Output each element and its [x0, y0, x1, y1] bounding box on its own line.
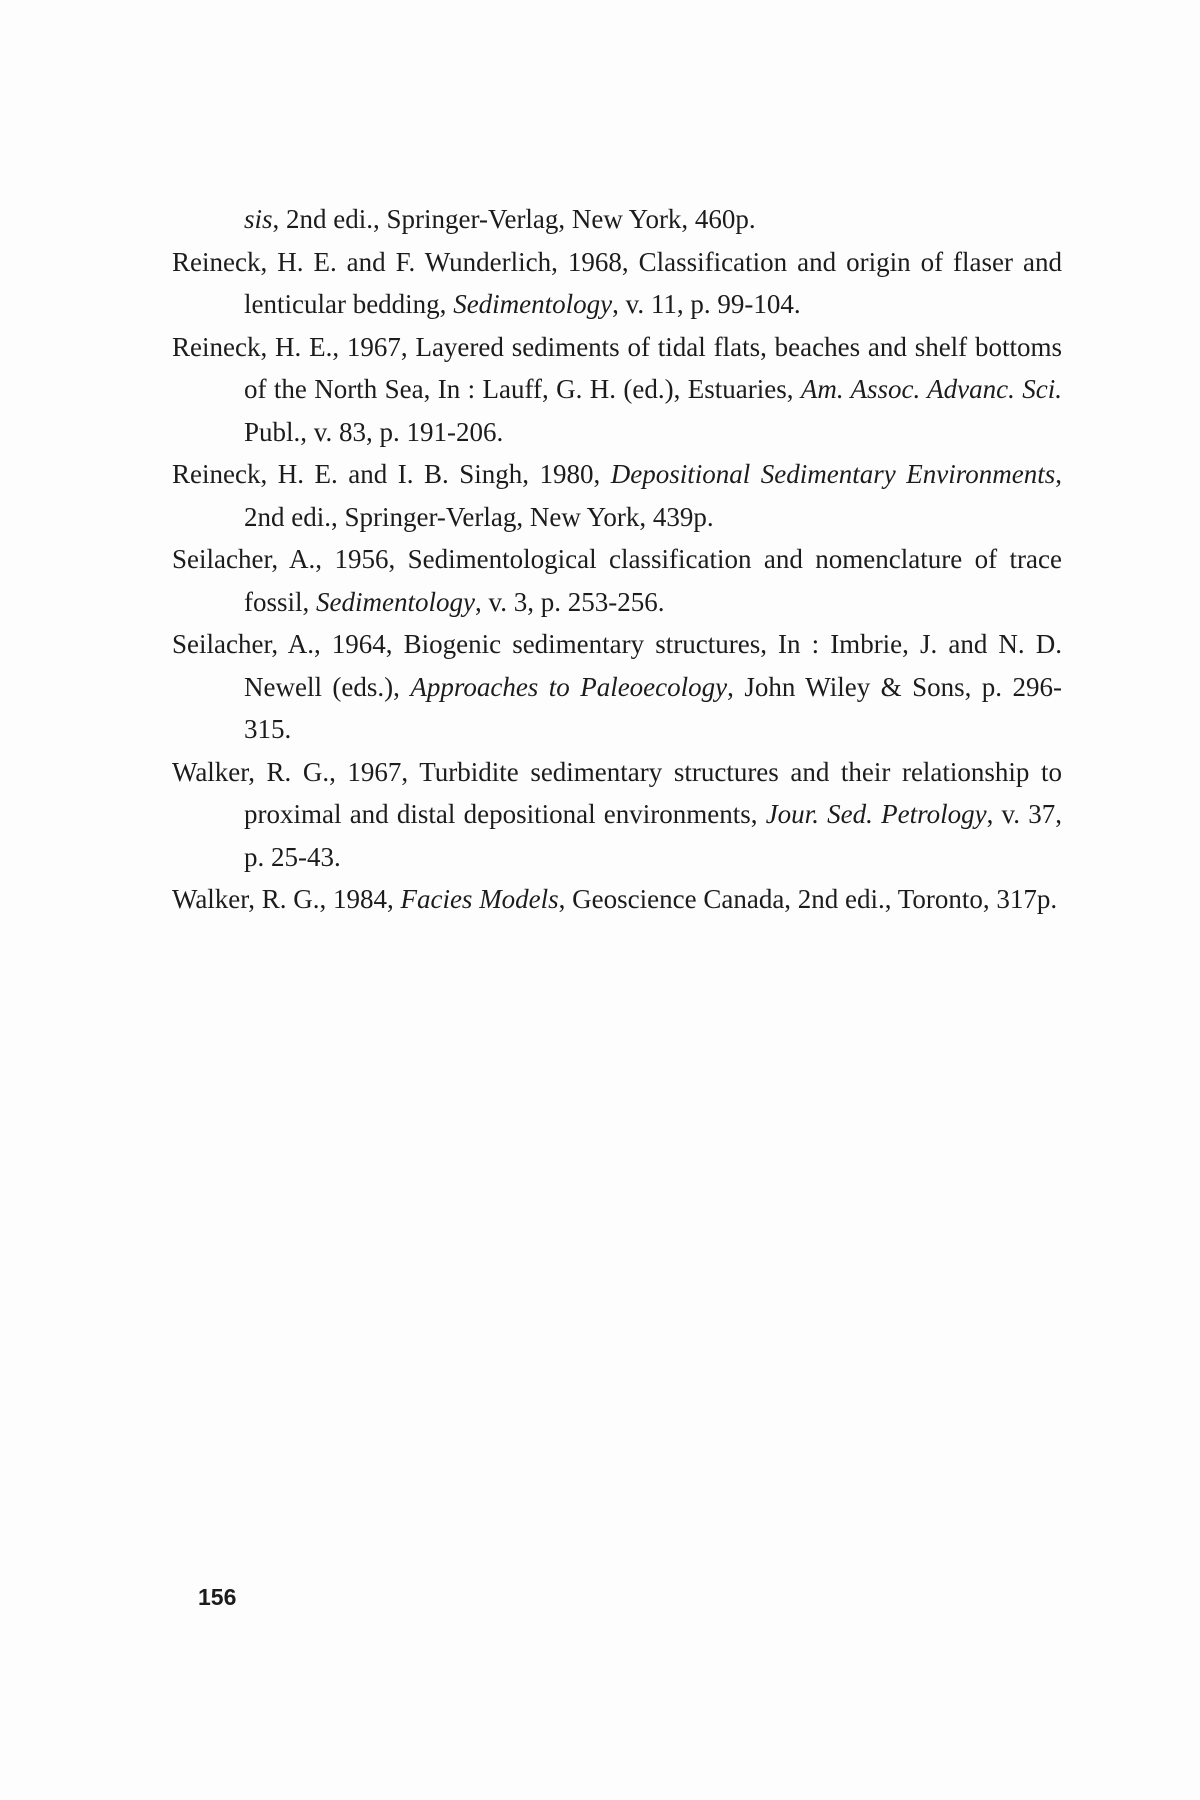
reference-text: , Geoscience Canada, 2nd edi., Toronto, 317p. [558, 884, 1058, 914]
reference-italic-text: sis [244, 204, 273, 234]
reference-text: Walker, R. G., 1967, Turbidite sedimentary structures and their relationship to proximal and distal depositional environments, [172, 756, 1062, 829]
reference-italic-text: Am. Assoc. Advanc. Sci. [800, 374, 1062, 404]
reference-text: Seilacher, A., 1964, Biogenic sedimentary structures, In : Imbrie, J. and N. D. Newell (eds.), [172, 629, 1062, 702]
reference-text: Publ., v. 83, p. 191-206. [244, 416, 504, 447]
reference-entry [172, 623, 1062, 751]
reference-text: , 2nd edi., Springer-Verlag, New York, 439p. [244, 459, 1062, 532]
reference-italic-text: Depositional Sedimentary Environments [610, 459, 1056, 489]
reference-entry [172, 241, 1062, 326]
reference-italic-text: Sedimentology [316, 586, 475, 617]
reference-italic-text: Facies Models [400, 884, 559, 914]
reference-italic-text: Sedimentology [453, 289, 613, 319]
reference-text: Walker, R. G., 1984, [172, 884, 401, 914]
reference-text: Seilacher, A., 1956, Sedimentological classification and nomenclature of trace fossil, [172, 544, 1062, 617]
reference-text: Reineck, H. E. and F. Wunderlich, 1968, Classification and origin of flaser and lenticular bedding, [172, 246, 1062, 319]
reference-entry [172, 751, 1062, 879]
reference-entry [172, 453, 1062, 538]
reference-entry [172, 878, 1062, 921]
reference-text: Reineck, H. E. and I. B. Singh, 1980, [172, 459, 611, 489]
page-number: 156 [198, 1584, 237, 1610]
reference-text: , 2nd edi., Springer-Verlag, New York, 460p. [272, 204, 756, 234]
reference-text: , v. 37, p. 25-43. [244, 799, 1062, 872]
reference-text: Reineck, H. E., 1967, Layered sediments of tidal flats, beaches and shelf bottoms of the North Sea, In : Lauff, G. H. (ed.), Estuaries, [172, 331, 1062, 404]
reference-list [172, 198, 1062, 921]
reference-entry [172, 538, 1062, 623]
reference-italic-text: Approaches to Paleoecology [410, 671, 728, 702]
reference-entry [172, 326, 1062, 454]
reference-text: , v. 3, p. 253-256. [474, 586, 665, 617]
reference-italic-text: Jour. Sed. Petrology [765, 799, 987, 829]
reference-entry [172, 198, 1062, 241]
reference-text: , John Wiley & Sons, p. 296-315. [244, 671, 1062, 744]
reference-text: , v. 11, p. 99-104. [612, 289, 801, 319]
